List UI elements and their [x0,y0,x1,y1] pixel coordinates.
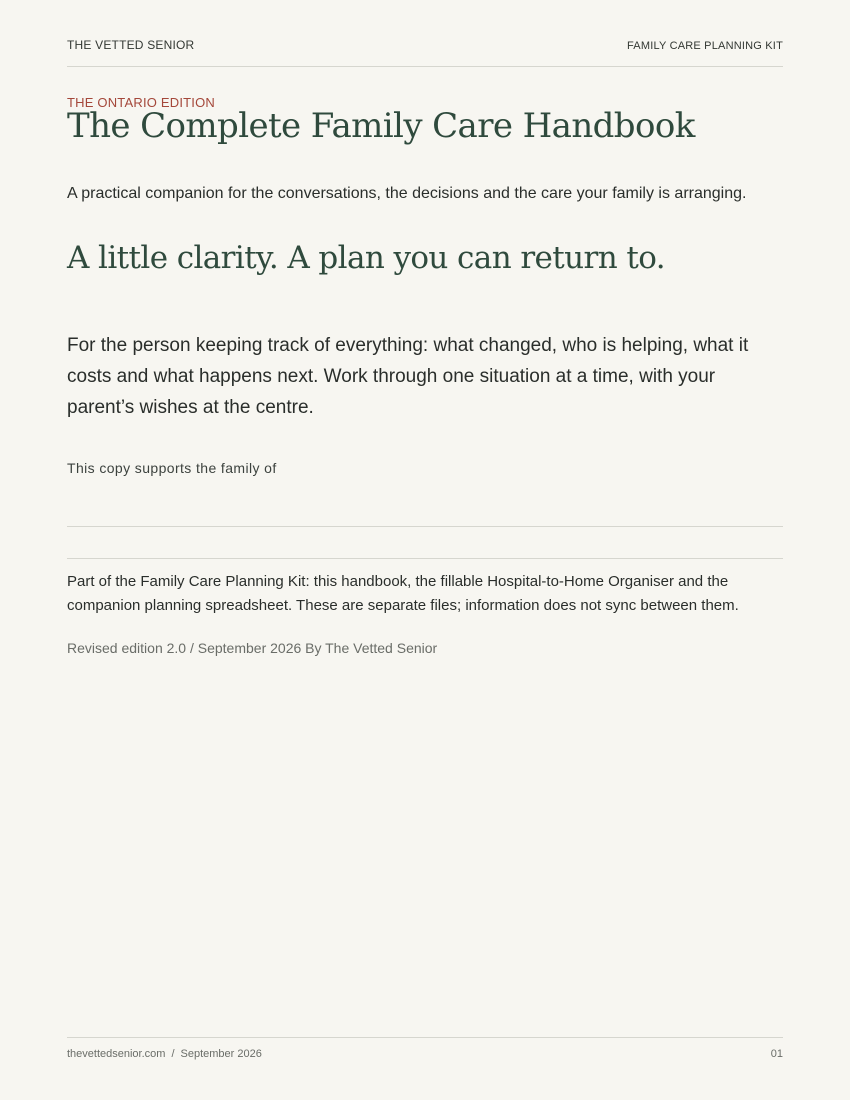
section-divider [67,558,783,559]
running-footer [67,1048,783,1060]
family-name-field[interactable] [67,490,783,522]
footer-divider [67,1037,783,1038]
family-field-label: This copy supports the family of [67,460,277,476]
page-title: The Complete Family Care Handbook [67,106,695,146]
page-number: 01 [770,1048,783,1060]
page-subtitle: A practical companion for the conversations, the decisions and the care your family is arranging. [67,185,747,202]
kit-description: Part of the Family Care Planning Kit: this handbook, the fillable Hospital-to-Home Organiser and the companion planning spreadsheet. These are separate files; information does not sync between them. [67,573,739,614]
running-header [67,38,783,52]
brand-name: THE VETTED SENIOR [67,38,195,52]
tagline: A little clarity. A plan you can return to. [67,240,665,276]
edition-label: THE ONTARIO EDITION [67,95,216,110]
footer-date: September 2026 [180,1048,262,1060]
footer-website-link[interactable]: thevettedsenior.com [67,1048,166,1060]
handbook-cover-page [67,0,783,1100]
footer-separator: / [171,1048,175,1060]
header-divider [67,66,783,67]
footer-left [67,1048,262,1060]
revision-info: Revised edition 2.0 / September 2026 By The Vetted Senior [67,640,438,656]
intro-paragraph: For the person keeping track of everything: what changed, who is helping, what it costs and what happens next. Work through one situation at a time, with your parent’s wishes at the centre. [67,335,749,418]
family-name-line [67,526,783,527]
kit-name: FAMILY CARE PLANNING KIT [627,40,783,52]
